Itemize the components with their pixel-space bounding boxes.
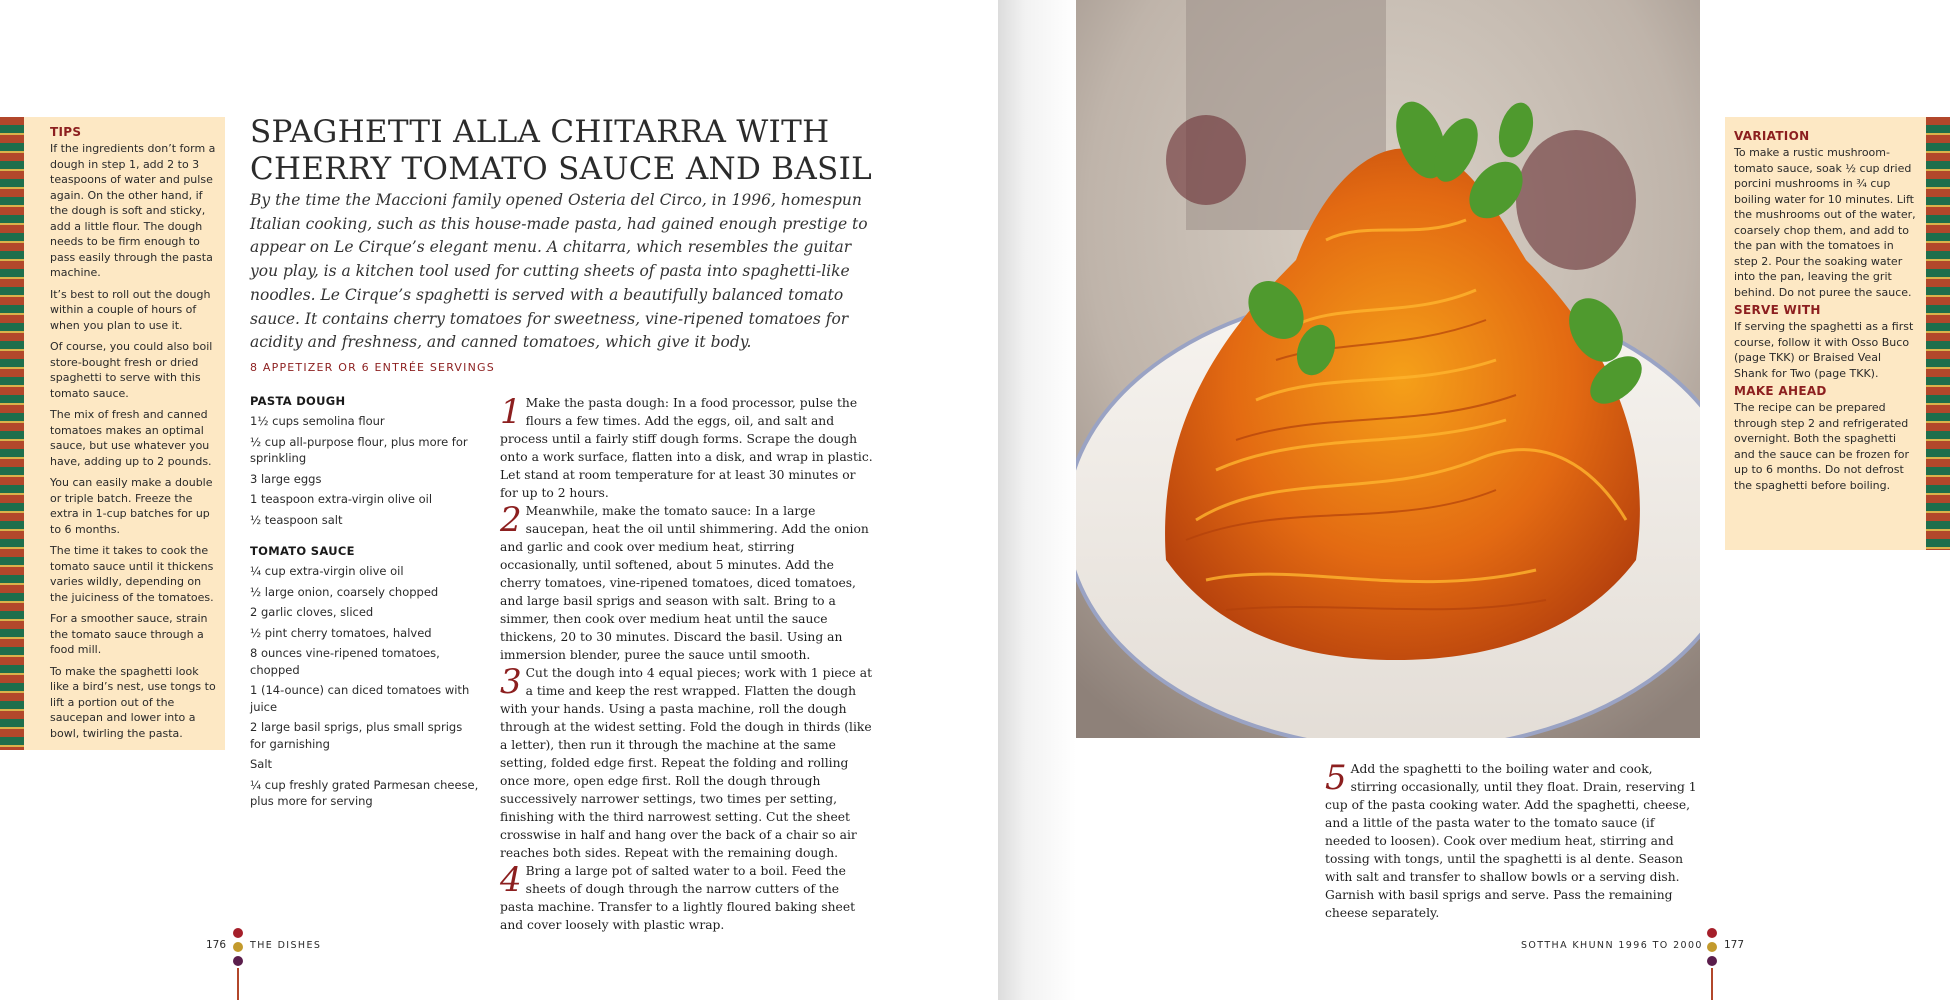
step-2 [500, 502, 873, 664]
tip-paragraph: Of course, you could also boil store-bought fresh or dried spaghetti to serve with this tomato sauce. [50, 340, 213, 400]
folio-rule [1711, 968, 1713, 1000]
dot-gold [233, 942, 243, 952]
ingredient-item: 8 ounces vine-ripened tomatoes, chopped [250, 646, 440, 677]
notes-sidebar [1725, 117, 1926, 550]
step-number: 3 [500, 662, 522, 702]
running-head: THE DISHES [250, 940, 322, 951]
dot-red [1707, 928, 1717, 938]
step-text: Add the spaghetti to the boiling water and cook, stirring occasionally, until they float. Drain, reserving 1 cup of the pasta cooking water. Add the spaghetti, cheese, and a little of the pasta water to the tomato sauce (if needed to loosen). Cook over medium heat, stirring and tossing with tongs, until the spaghetti is al dente. Season with salt and transfer to shallow bowls or a serving dish. Garnish with basil sprigs and serve. Pass the remaining cheese separately. [1325, 762, 1697, 920]
make-ahead-text: The recipe can be prepared through step 2 and refrigerated overnight. Both the spaghetti and the sauce can be frozen for up to 6 months. Do not defrost the spaghetti before boiling. [1734, 401, 1910, 492]
servings-label: 8 APPETIZER OR 6 ENTRÉE SERVINGS [250, 361, 495, 374]
page-number: 177 [1724, 939, 1745, 951]
ingredient-item: 1½ cups semolina flour [250, 414, 385, 428]
ingredient-item: ¼ cup extra-virgin olive oil [250, 564, 404, 578]
ingredient-item: ½ teaspoon salt [250, 512, 343, 527]
decorative-stripe [0, 117, 24, 750]
step-number: 2 [500, 500, 522, 540]
step-1 [500, 394, 873, 502]
tip-paragraph: The time it takes to cook the tomato sauce until it thickens varies wildly, depending on the juiciness of the tomatoes. [50, 544, 214, 604]
ingredient-item: ½ pint cherry tomatoes, halved [250, 625, 432, 640]
ingredient-item: 1 teaspoon extra-virgin olive oil [250, 492, 433, 506]
tip-paragraph: To make the spaghetti look like a bird’s nest, use tongs to lift a portion out of the saucepan and lower into a bowl, twirling the pasta. [50, 664, 216, 740]
recipe-intro: By the time the Maccioni family opened Osteria del Circo, in 1996, homespun Italian cooking, such as this house-made pasta, had gained enough prestige to appear on Le Cirque’s elegant menu. A chitarra, which resembles the guitar you play, is a kitchen tool used for cutting sheets of pasta into spaghetti-like noodles. Le Cirque’s spaghetti is served with a beautifully balanced tomato sauce. It contains cherry tomatoes for sweetness, vine-ripened tomatoes for acidity and freshness, and canned tomatoes, which give it body. [250, 191, 868, 352]
step-text: Bring a large pot of salted water to a boil. Feed the sheets of dough through the narrow cutters of the pasta machine. Transfer to a lightly floured baking sheet and cover loosely with plastic wrap. [500, 864, 856, 932]
tip-paragraph: You can easily make a double or triple batch. Freeze the extra in 1-cup batches for up to 6 months. [50, 476, 213, 536]
recipe-title-line: SPAGHETTI ALLA CHITARRA WITH [250, 114, 830, 150]
folio-dots [1706, 928, 1718, 1000]
make-ahead-heading: MAKE AHEAD [1734, 384, 1827, 398]
pasta-dough-heading: PASTA DOUGH [250, 394, 346, 408]
ingredient-item: 2 large basil sprigs, plus small sprigs for garnishing [250, 720, 463, 751]
ingredient-item: ½ cup all-purpose flour, plus more for sprinkling [250, 434, 468, 465]
step-text: Meanwhile, make the tomato sauce: In a large saucepan, heat the oil until shimmering. Add the onion and garlic and cook over medium heat, stirring occasionally, until softened, about 5 minutes. Add the cherry tomatoes, vine-ripened tomatoes, diced tomatoes, and large basil sprigs and season with salt. Bring to a simmer, then cook over medium heat until the sauce thickens, 20 to 30 minutes. Discard the basil. Using an immersion blender, puree the sauce until smooth. [500, 504, 869, 662]
dot-purple [1707, 956, 1717, 966]
ingredient-item: 1 (14-ounce) can diced tomatoes with juice [250, 683, 470, 714]
decorative-stripe [1926, 117, 1950, 550]
step-text: Make the pasta dough: In a food processor, pulse the flours a few times. Add the eggs, oil, and salt and process until a fairly stiff dough forms. Scrape the dough onto a work surface, flatten into a disk, and wrap in plastic. Let stand at room temperature for at least 30 minutes or for up to 2 hours. [500, 396, 873, 500]
tip-paragraph: If the ingredients don’t form a dough in step 1, add 2 to 3 teaspoons of water and pulse again. On the other hand, if the dough is soft and sticky, add a little flour. The dough needs to be firm enough to pass easily through the pasta machine. [50, 142, 216, 279]
step-3 [500, 664, 873, 862]
dot-red [233, 928, 243, 938]
dot-gold [1707, 942, 1717, 952]
recipe-title [250, 114, 890, 188]
ingredient-item: ½ large onion, coarsely chopped [250, 584, 439, 599]
tips-sidebar [24, 117, 225, 750]
ingredient-item: ¼ cup freshly grated Parmesan cheese, plus more for serving [250, 777, 479, 808]
tomato-sauce-list [250, 563, 480, 810]
step-number: 4 [500, 860, 522, 900]
wine-blur [1516, 130, 1636, 270]
tip-paragraph: The mix of fresh and canned tomatoes makes an optimal sauce, but use whatever you have, adding up to 2 pounds. [50, 408, 212, 468]
book-gutter [998, 0, 1076, 1000]
running-head: SOTTHA KHUNN 1996 TO 2000 [1521, 940, 1703, 951]
right-page [1076, 0, 1950, 1000]
serve-with-heading: SERVE WITH [1734, 303, 1821, 317]
ingredient-item: 3 large eggs [250, 471, 322, 486]
tip-paragraph: For a smoother sauce, strain the tomato sauce through a food mill. [50, 612, 208, 656]
variation-text: To make a rustic mushroom-tomato sauce, soak ½ cup dried porcini mushrooms in ¾ cup boiling water for 10 minutes. Lift the mushrooms out of the water, coarsely chop them, and add to the pan with the tomatoes in step 2. Pour the soaking water into the pan, leaving the grit behind. Do not puree the sauce. [1734, 146, 1916, 299]
folio-rule [237, 968, 239, 1000]
folio-dots [232, 928, 244, 1000]
step-5 [1325, 760, 1700, 922]
page-number: 176 [206, 939, 227, 951]
tip-paragraph: It’s best to roll out the dough within a couple of hours of when you plan to use it. [50, 287, 211, 332]
recipe-title-line: CHERRY TOMATO SAUCE AND BASIL [250, 151, 873, 187]
step-4 [500, 862, 873, 934]
tomato-sauce-heading: TOMATO SAUCE [250, 544, 355, 558]
pasta-dough-list [250, 413, 480, 528]
tips-heading: TIPS [50, 125, 82, 139]
dot-purple [233, 956, 243, 966]
ingredients-column [250, 394, 480, 826]
wine-blur [1166, 115, 1246, 205]
step-number: 1 [500, 392, 522, 432]
method-steps [500, 394, 873, 934]
variation-heading: VARIATION [1734, 129, 1810, 143]
ingredient-item: 2 garlic cloves, sliced [250, 605, 374, 619]
step-number: 5 [1325, 758, 1347, 798]
ingredient-item: Salt [250, 757, 273, 771]
step-text: Cut the dough into 4 equal pieces; work with 1 piece at a time and keep the rest wrapped. Flatten the dough with your hands. Using a pasta machine, roll the dough through at the widest setting. Fold the dough in thirds (like a letter), then run it through the machine at the same setting, folded edge first. Repeat the folding and rolling once more, open edge first. Roll the dough through successively narrower settings, two times per setting, finishing with the third narrowest setting. Cut the sheet crosswise in half and hang over the back of a chair so air reaches both sides. Repeat with the remaining dough. [500, 666, 873, 860]
serve-with-text: If serving the spaghetti as a first course, follow it with Osso Buco (page TKK) or Braised Veal Shank for Two (page TKK). [1734, 320, 1914, 380]
pasta-photo [1076, 0, 1700, 738]
